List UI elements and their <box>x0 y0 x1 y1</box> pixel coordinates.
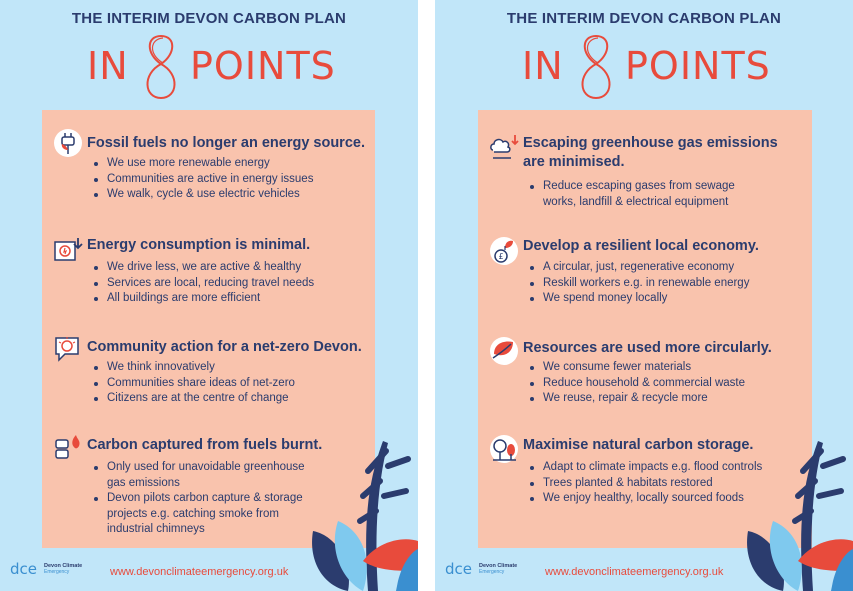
decorative-leaves <box>743 421 853 591</box>
speech-bubble-icon <box>53 334 83 364</box>
section-heading: Resources are used more circularly. <box>523 340 772 356</box>
list-item: A circular, just, regenerative economy <box>530 260 749 276</box>
list-item: Reduce escaping gases from sewage <box>530 179 735 195</box>
list-item: Services are local, reducing travel needs <box>94 276 314 292</box>
number-eight-graphic <box>573 30 619 102</box>
list-item: Adapt to climate impacts e.g. flood controls <box>530 460 762 476</box>
number-eight-graphic <box>138 30 184 102</box>
headline-points: POINTS <box>190 44 336 88</box>
trees-icon <box>489 434 519 464</box>
poster-title: THE INTERIM DEVON CARBON PLAN <box>71 10 347 27</box>
list-item: We consume fewer materials <box>530 360 745 376</box>
devon-climate-logo <box>445 558 525 580</box>
list-item: We drive less, we are active & healthy <box>94 260 314 276</box>
list-item: We use more renewable energy <box>94 156 313 172</box>
svg-text:dce: dce <box>445 560 472 578</box>
section-heading: Energy consumption is minimal. <box>87 237 311 253</box>
svg-text:dce: dce <box>10 560 37 578</box>
bullet-list <box>94 156 313 203</box>
plug-icon <box>53 128 83 158</box>
svg-text:Devon Climate: Devon Climate <box>44 563 83 569</box>
storage-barrels-icon <box>53 432 83 462</box>
list-item: Devon pilots carbon capture & storage <box>94 491 305 507</box>
poster-title: THE INTERIM DEVON CARBON PLAN <box>506 10 782 27</box>
list-item: We enjoy healthy, locally sourced foods <box>530 491 762 507</box>
devon-climate-logo <box>10 558 90 580</box>
decorative-leaves <box>308 421 418 591</box>
headline <box>435 28 853 98</box>
list-item: industrial chimneys <box>107 523 205 536</box>
headline-in: IN <box>87 44 129 88</box>
recycle-leaf-icon <box>489 336 519 366</box>
section-heading: Develop a resilient local economy. <box>523 238 759 254</box>
list-item: Communities share ideas of net-zero <box>94 376 295 392</box>
list-item: Reskill workers e.g. in renewable energy <box>530 276 749 292</box>
list-item: works, landfill & electrical equipment <box>543 195 729 208</box>
svg-text:Emergency: Emergency <box>479 569 505 575</box>
list-item: We reuse, repair & recycle more <box>530 391 745 407</box>
energy-meter-icon <box>53 234 83 264</box>
list-item: We think innovatively <box>94 360 295 376</box>
section-heading: Community action for a net-zero Devon. <box>87 339 362 355</box>
list-item: Only used for unavoidable greenhouse <box>94 460 305 476</box>
list-item: gas emissions <box>107 476 180 489</box>
bullet-list <box>530 360 745 407</box>
money-plant-icon <box>489 236 519 266</box>
list-item: Reduce household & commercial waste <box>530 376 745 392</box>
headline-points: POINTS <box>625 44 771 88</box>
list-item: Communities are active in energy issues <box>94 172 313 188</box>
section-heading: Fossil fuels no longer an energy source. <box>87 135 365 151</box>
svg-text:£: £ <box>498 252 504 261</box>
section-heading: Carbon captured from fuels burnt. <box>87 437 323 453</box>
cloud-emissions-icon <box>489 132 519 162</box>
list-item: We spend money locally <box>530 291 749 307</box>
list-item: We walk, cycle & use electric vehicles <box>94 187 313 203</box>
bullet-list <box>530 260 749 307</box>
svg-text:Devon Climate: Devon Climate <box>479 563 518 569</box>
list-item: Citizens are at the centre of change <box>94 391 295 407</box>
bullet-list <box>94 460 305 538</box>
bullet-list <box>94 260 314 307</box>
poster-right <box>435 0 853 591</box>
section-heading: Maximise natural carbon storage. <box>523 437 754 453</box>
footer-url[interactable]: www.devonclimateemergency.org.uk <box>545 566 724 578</box>
bullet-list <box>94 360 295 407</box>
bullet-list <box>530 460 762 507</box>
section-heading-line2: are minimised. <box>523 154 625 170</box>
headline <box>0 28 418 98</box>
svg-text:Emergency: Emergency <box>44 569 70 575</box>
list-item: Trees planted & habitats restored <box>530 476 762 492</box>
list-item: All buildings are more efficient <box>94 291 314 307</box>
poster-left <box>0 0 418 591</box>
section-heading: Escaping greenhouse gas emissions <box>523 135 778 151</box>
bullet-list <box>530 179 735 210</box>
list-item: projects e.g. catching smoke from <box>107 507 279 520</box>
footer-url[interactable]: www.devonclimateemergency.org.uk <box>110 566 289 578</box>
headline-in: IN <box>522 44 564 88</box>
